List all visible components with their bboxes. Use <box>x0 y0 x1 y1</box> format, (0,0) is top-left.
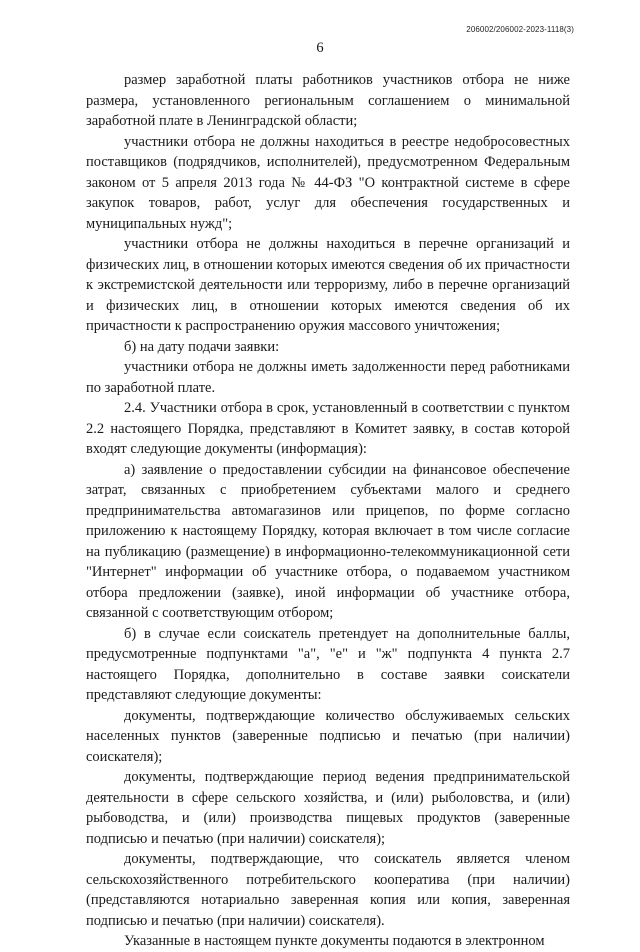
paragraph: участники отбора не должны иметь задолженности перед работниками по заработной плате. <box>86 359 570 396</box>
paragraph: участники отбора не должны находиться в перечне организаций и физических лиц, в отношении которых имеются сведения об их причастности к экстремистской деятельности или терроризму, либо в перечне организаций и физических лиц, в отношении которых имеются сведения об их причастности к распространению оружия массового уничтожения; <box>86 236 570 334</box>
page-number: 6 <box>316 40 324 56</box>
paragraph: документы, подтверждающие количество обслуживаемых сельских населенных пунктов (заверенные подписью и печатью (при наличии) соискателя); <box>86 707 570 765</box>
paragraph: документы, подтверждающие период ведения предпринимательской деятельности в сфере сельского хозяйства, и (или) рыболовства, и (или) рыбоводства, и (или) производства пищевых продуктов (заверенные подписью и печатью (при наличии) соискателя); <box>86 769 570 847</box>
paragraph: размер заработной платы работников участников отбора не ниже размера, установленного региональным соглашением о минимальной заработной плате в Ленинградской области; <box>86 72 570 129</box>
paragraph: а) заявление о предоставлении субсидии на финансовое обеспечение затрат, связанных с приобретением субъектами малого и среднего предпринимательства автомагазинов или прицепов, по форме согласно приложению к настоящему Порядку, которая включает в том числе согласие на публикацию (размещение) в информационно-телекоммуникационной сети "Интернет" информации об участнике отбора, о подаваемом участником отбора предложении (заявке), иной информации об участнике отбора, связанной с соответствующим отбором; <box>86 461 570 621</box>
paragraph: документы, подтверждающие, что соискатель является членом сельскохозяйственного потребительского кооператива (при наличии) (представляются нотариально заверенная копия или копия, заверенная подписью и печатью (при наличии) соискателя). <box>86 851 570 929</box>
document-body <box>86 70 570 952</box>
paragraph: Указанные в настоящем пункте документы подаются в электронном <box>124 933 545 949</box>
paragraph: б) в случае если соискатель претендует на дополнительные баллы, предусмотренные подпунктами "а", "е" и "ж" подпункта 4 пункта 2.7 настоящего Порядка, дополнительно в составе заявки соискатели представляют следующие документы: <box>86 625 570 703</box>
paragraph: участники отбора не должны находиться в реестре недобросовестных поставщиков (подрядчиков, исполнителей), предусмотренном Федеральным законом от 5 апреля 2013 года № 44-ФЗ "О контрактной системе в сфере закупок товаров, работ, услуг для обеспечения государственных и муниципальных нужд"; <box>86 133 570 232</box>
paragraph: 2.4. Участники отбора в срок, установленный в соответствии с пунктом 2.2 настоящего Порядка, представляют в Комитет заявку, в состав которой входят следующие документы (информация): <box>86 400 570 457</box>
document-registration-number: 206002/206002-2023-1118(3) <box>466 25 574 34</box>
paragraph: б) на дату подачи заявки: <box>124 338 280 355</box>
